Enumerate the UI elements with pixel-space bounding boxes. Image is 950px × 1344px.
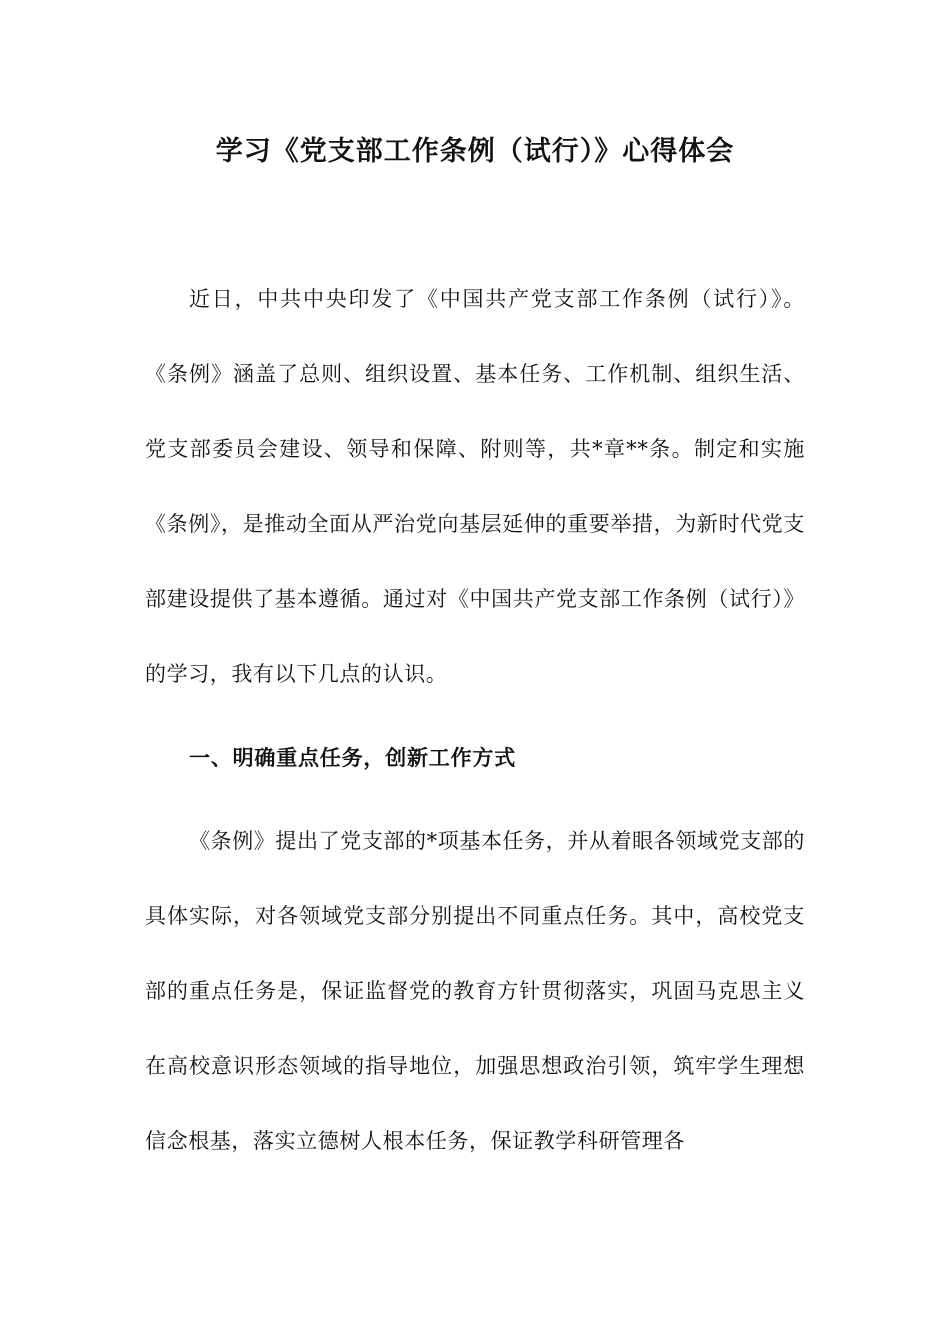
section-paragraph: 《条例》提出了党支部的*项基本任务，并从着眼各领域党支部的具体实际，对各领域党支部分别提出不同重点任务。其中，高校党支部的重点任务是，保证监督党的教育方针贯彻落实，巩固马克思主义在高校意识形态领域的指导地位，加强思想政治引领，筑牢学生理想信念根基，落实立德树人根本任务，保证教学科研管理各 bbox=[145, 829, 805, 1153]
section-heading: 一、明确重点任务，创新工作方式 bbox=[189, 746, 516, 770]
intro-paragraph: 近日，中共中央印发了《中国共产党支部工作条例（试行）》。《条例》涵盖了总则、组织设置、基本任务、工作机制、组织生活、党支部委员会建设、领导和保障、附则等，共*章**条。制定和实施《条例》，是推动全面从严治党向基层延伸的重要举措，为新时代党支部建设提供了基本遵循。通过对《中国共产党支部工作条例（试行）》的学习，我有以下几点的认识。 bbox=[145, 287, 805, 686]
document-title: 学习《党支部工作条例（试行）》心得体会 bbox=[215, 136, 735, 167]
